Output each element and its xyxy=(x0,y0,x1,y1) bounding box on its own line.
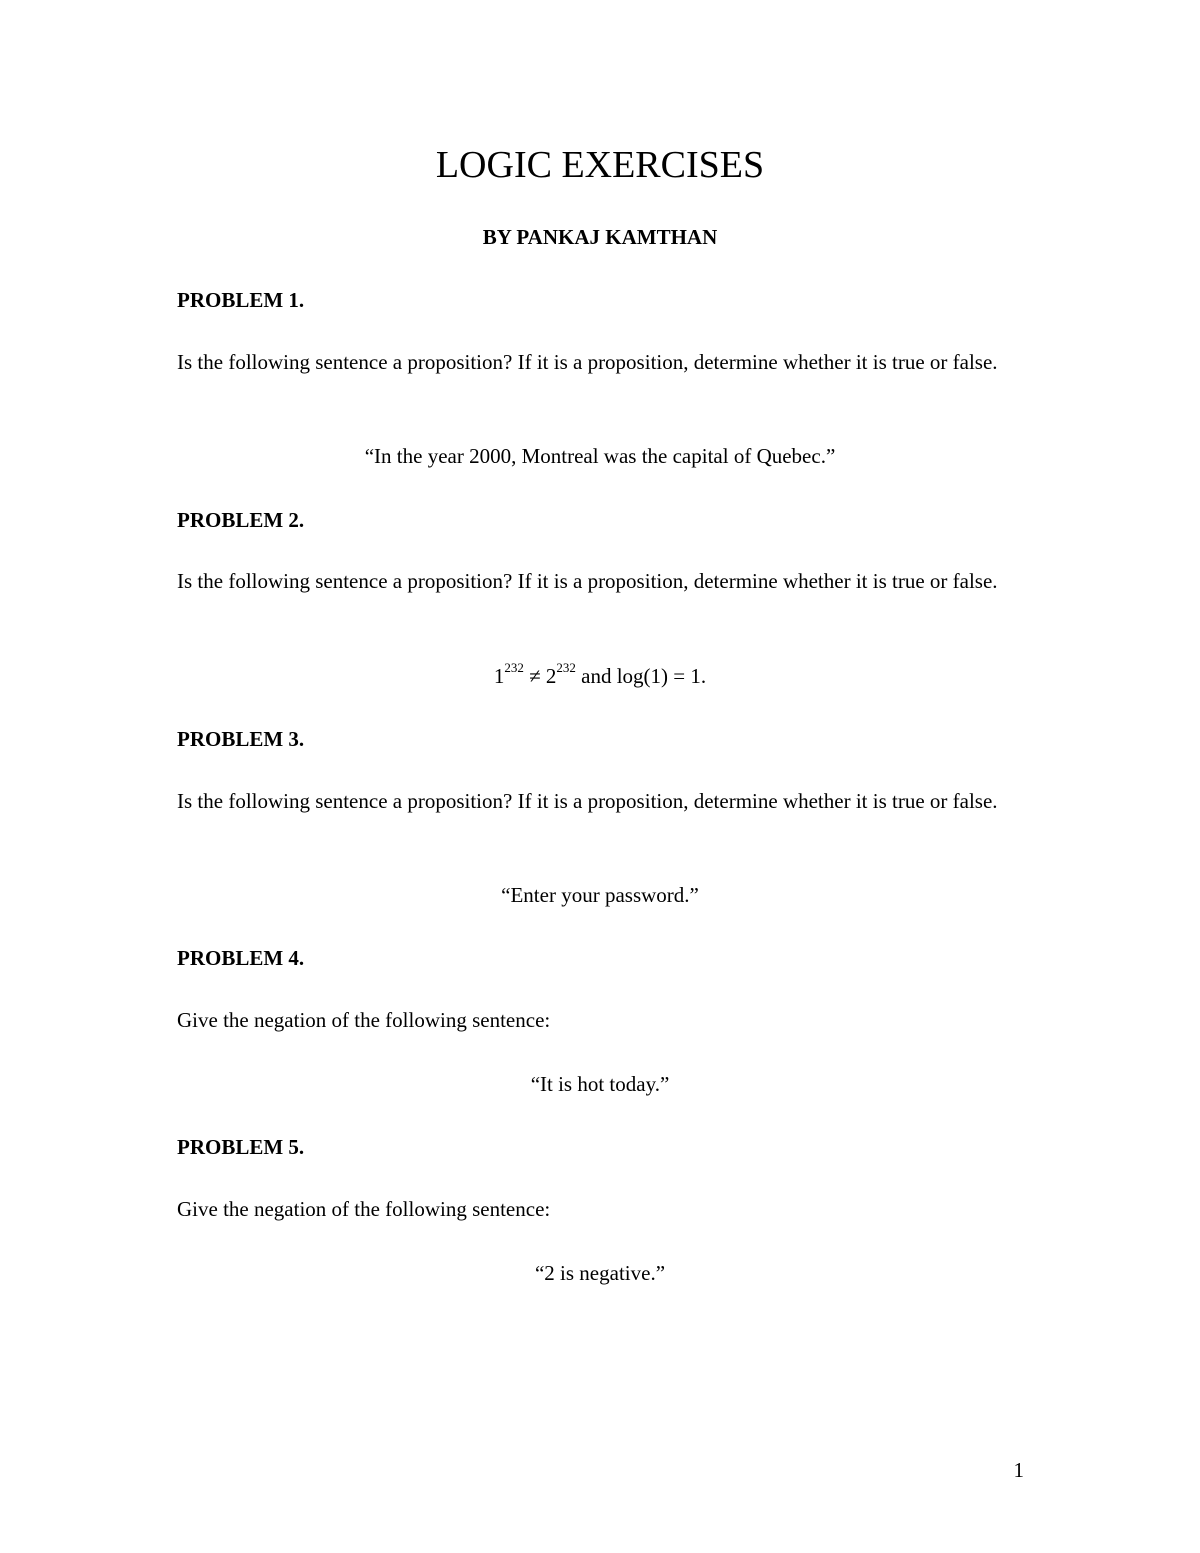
problem-1-statement: “In the year 2000, Montreal was the capital of Quebec.” xyxy=(364,444,836,468)
problem-3-statement: “Enter your password.” xyxy=(501,883,699,907)
problem-3-heading: PROBLEM 3. xyxy=(177,727,305,751)
math-not-equal: ≠ 2 xyxy=(523,664,557,688)
problem-3-prompt: Is the following sentence a proposition? If it is a proposition, determine whether it is true or false. xyxy=(177,789,998,813)
page-number: 1 xyxy=(1013,1458,1024,1482)
math-base-1: 1 xyxy=(493,664,505,688)
problem-1-prompt: Is the following sentence a proposition? If it is a proposition, determine whether it is true or false. xyxy=(177,350,998,374)
document-author: BY PANKAJ KAMTHAN xyxy=(482,225,718,249)
problem-2-prompt: Is the following sentence a proposition? If it is a proposition, determine whether it is true or false. xyxy=(177,569,998,593)
problem-5-heading: PROBLEM 5. xyxy=(177,1135,305,1159)
problem-4-heading: PROBLEM 4. xyxy=(177,946,305,970)
problem-2-heading: PROBLEM 2. xyxy=(177,508,305,532)
problem-4-prompt: Give the negation of the following sentence: xyxy=(177,1008,551,1032)
math-exponent-1: 232 xyxy=(504,660,524,675)
problem-4-statement: “It is hot today.” xyxy=(530,1072,670,1096)
problem-5-prompt: Give the negation of the following sentence: xyxy=(177,1197,551,1221)
problem-5-statement: “2 is negative.” xyxy=(534,1261,666,1285)
problem-1-heading: PROBLEM 1. xyxy=(177,288,305,312)
document-title: LOGIC EXERCISES xyxy=(435,144,765,186)
math-exponent-2: 232 xyxy=(556,660,576,675)
math-tail: and log(1) = 1. xyxy=(575,664,707,688)
problem-2-math-statement xyxy=(0,662,1200,690)
